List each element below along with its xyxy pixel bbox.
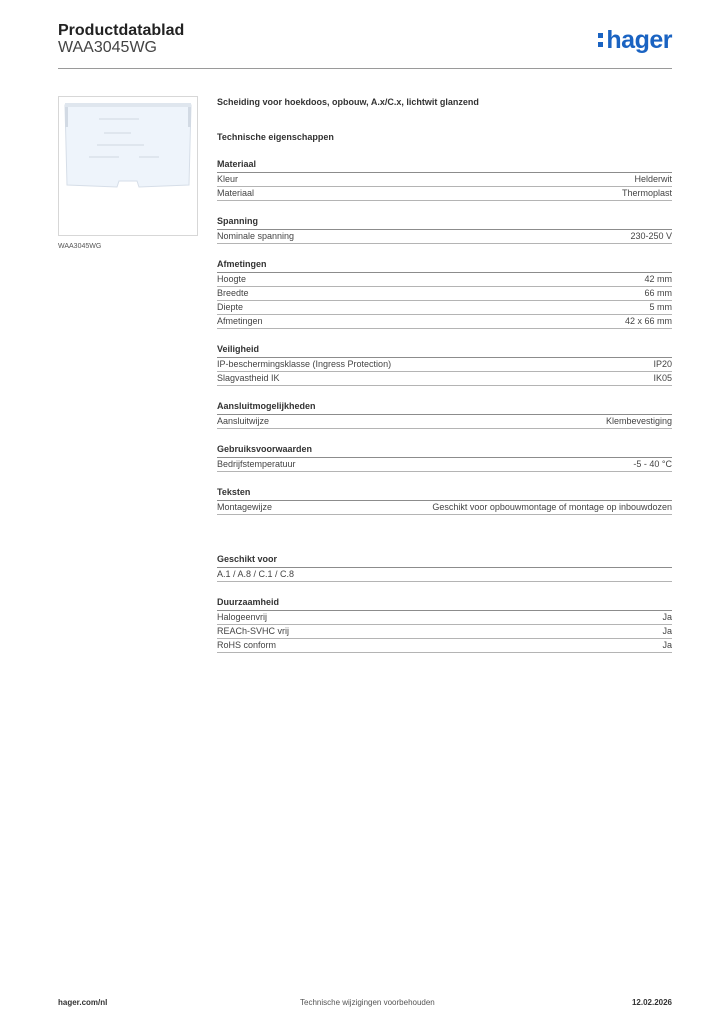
footer-date: 12.02.2026 — [631, 998, 672, 1007]
product-illustration — [59, 97, 197, 235]
table-row — [217, 611, 672, 625]
row-value: Thermoplast — [621, 188, 672, 198]
row-value: Klembevestiging — [605, 416, 672, 426]
row-value: 42 x 66 mm — [624, 316, 672, 326]
row-label: Halogeenvrij — [217, 612, 268, 622]
row-label: Diepte — [217, 302, 244, 312]
table-row — [217, 287, 672, 301]
row-value: -5 - 40 °C — [633, 459, 672, 469]
section-geschikt-voor — [217, 554, 672, 582]
section-title: Afmetingen — [217, 259, 672, 273]
logo-colon-icon — [598, 33, 603, 47]
product-details — [217, 97, 672, 653]
row-label: Materiaal — [217, 188, 255, 198]
section-title: Gebruiksvoorwaarden — [217, 444, 672, 458]
table-row — [217, 415, 672, 429]
row-value: Helderwit — [634, 174, 672, 184]
section-materiaal — [217, 159, 672, 201]
table-row — [217, 501, 672, 515]
table-row — [217, 315, 672, 329]
section-title: Duurzaamheid — [217, 597, 672, 611]
section-title: Teksten — [217, 487, 672, 501]
table-row — [217, 639, 672, 653]
product-image — [58, 96, 198, 236]
table-row — [217, 358, 672, 372]
header-title: Productdatablad — [58, 22, 185, 39]
section-title: Spanning — [217, 216, 672, 230]
row-label: A.1 / A.8 / C.1 / C.8 — [217, 569, 295, 579]
row-value: 66 mm — [644, 288, 672, 298]
section-title: Veiligheid — [217, 344, 672, 358]
footer-website[interactable]: hager.com/nl — [58, 998, 108, 1007]
hager-logo — [598, 26, 672, 55]
table-row — [217, 187, 672, 201]
row-value: Ja — [662, 626, 672, 636]
section-afmetingen — [217, 259, 672, 329]
row-label: Breedte — [217, 288, 249, 298]
table-row — [217, 458, 672, 472]
section-title: Aansluitmogelijkheden — [217, 401, 672, 415]
section-veiligheid — [217, 344, 672, 386]
section-duurzaamheid — [217, 597, 672, 653]
image-caption: WAA3045WG — [58, 243, 102, 250]
header-product-code: WAA3045WG — [58, 39, 157, 56]
product-description: Scheiding voor hoekdoos, opbouw, A.x/C.x, lichtwit glanzend — [217, 97, 479, 107]
row-label: Afmetingen — [217, 316, 263, 326]
section-spacer — [217, 515, 672, 539]
section-title: Geschikt voor — [217, 554, 672, 568]
row-label: Nominale spanning — [217, 231, 295, 241]
table-row — [217, 568, 672, 582]
table-row — [217, 625, 672, 639]
technical-heading: Technische eigenschappen — [217, 132, 334, 142]
footer-disclaimer: Technische wijzigingen voorbehouden — [300, 998, 435, 1007]
logo-text: hager — [606, 26, 672, 54]
section-gebruiksvoorwaarden — [217, 444, 672, 472]
section-teksten — [217, 487, 672, 515]
table-row — [217, 372, 672, 386]
row-label: IP-beschermingsklasse (Ingress Protection) — [217, 359, 392, 369]
row-value: 5 mm — [649, 302, 672, 312]
row-label: REACh-SVHC vrij — [217, 626, 290, 636]
row-label: Kleur — [217, 174, 239, 184]
section-title: Materiaal — [217, 159, 672, 173]
row-value: Ja — [662, 612, 672, 622]
row-value: Ja — [662, 640, 672, 650]
row-label: Slagvastheid IK — [217, 373, 280, 383]
table-row — [217, 273, 672, 287]
table-row — [217, 301, 672, 315]
row-label: Aansluitwijze — [217, 416, 270, 426]
row-value: Geschikt voor opbouwmontage of montage op inbouwdozen — [432, 502, 672, 512]
section-spanning — [217, 216, 672, 244]
row-value: IK05 — [653, 373, 672, 383]
section-aansluitmogelijkheden — [217, 401, 672, 429]
row-label: RoHS conform — [217, 640, 277, 650]
row-value: 230-250 V — [630, 231, 672, 241]
table-row — [217, 230, 672, 244]
row-value: 42 mm — [644, 274, 672, 284]
row-label: Hoogte — [217, 274, 247, 284]
header-divider — [58, 68, 672, 69]
row-label: Montagewijze — [217, 502, 273, 512]
row-label: Bedrijfstemperatuur — [217, 459, 296, 469]
row-value: IP20 — [653, 359, 672, 369]
table-row — [217, 173, 672, 187]
